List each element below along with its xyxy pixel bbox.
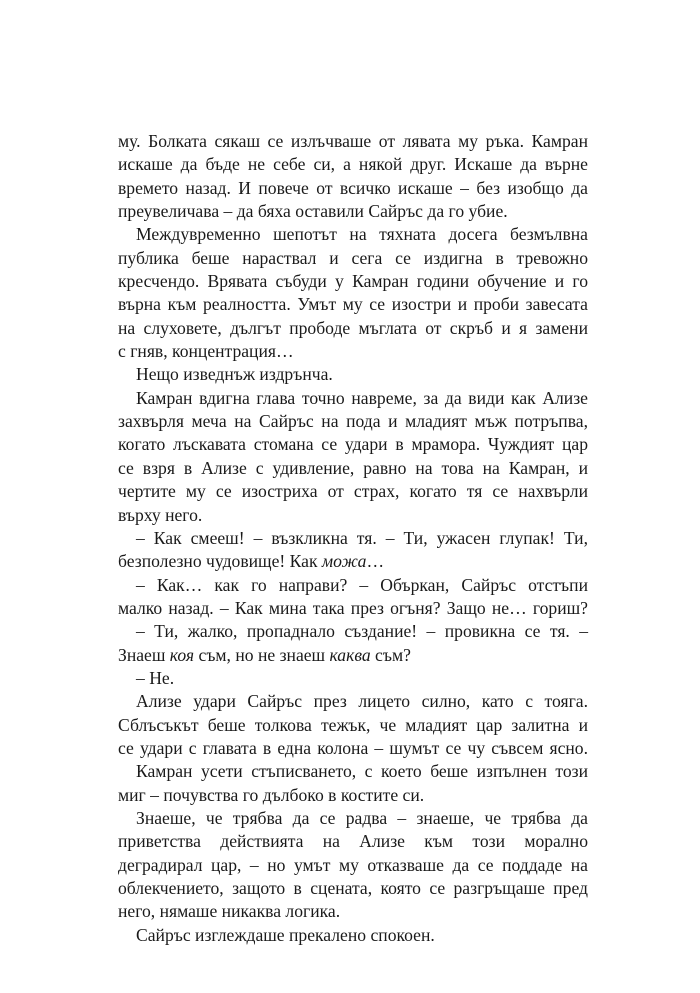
text-line: искаше да бъде не себе си, а някой друг. Искаше да върне [118,154,588,175]
italic-word: коя [169,644,195,665]
body-text [118,130,588,947]
text-line: деградирал цар, – но умът му отказваше да се поддаде на [118,854,588,875]
text-line: – Ти, жалко, пропаднало създание! – провикна се тя. – [136,621,588,642]
text-line: Сайръс изглеждаше прекалено спокоен. [136,924,435,945]
text-line: преувеличава – да бяха оставили Сайръс да го убие. [118,201,508,222]
text-line: него, нямаше никаква логика. [118,901,341,922]
text-line: Ализе удари Сайръс през лицето силно, като с тояга. [136,691,588,712]
text-line: се удари с главата в една колона – шумът се чу съвсем ясно. [118,737,588,758]
text-line: публика беше нараствал и сега се издигна в тревожно [118,247,588,268]
text-line: Сблъсъкът беше толкова тежък, че младият цар залитна и [118,714,588,735]
text-line: облекчението, защото в сцената, която се разгръщаше пред [118,878,588,898]
text-line: – Как… как го направи? – Объркан, Сайръс отстъпи [136,574,588,595]
italic-word: можа [321,551,367,572]
text-line: Междувременно шепотът на тяхната досега безмълвна [136,224,588,245]
text-line: – Как смееш! – възкликна тя. – Ти, ужасен глупак! Ти, [136,527,588,548]
text-line: кресчендо. Врявата събуди у Камран години обучение и го [118,271,588,292]
text-line: безполезно чудовище! Как можа… [118,551,385,572]
text-line: – Не. [136,667,175,688]
text-line: Камран вдигна глава точно навреме, за да види как Ализе [136,387,588,408]
text-line: Знаеш коя съм, но не знаеш каква съм? [118,644,411,665]
text-line: миг – почувства го дълбоко в костите си. [118,784,425,805]
text-line: когато лъскавата стомана се удари в мрамора. Чуждият цар [118,434,588,455]
text-line: чертите му се изостриха от страх, когато тя се нахвърли [118,481,588,502]
text-line: му. Болката сякаш се излъчваше от лявата му ръка. Камран [118,131,588,151]
text-line: захвърля меча на Сайръс на пода и младият мъж потръпва, [118,411,588,432]
text-line: малко назад. – Как мина така през огъня? Защо не… гориш? [118,597,588,618]
italic-word: каква [329,644,371,665]
text-line: на слуховете, дългът прободе мъглата от скръб и я замени [118,317,588,338]
text-line: времето назад. И повече от всичко искаше – без изобщо да [118,177,588,198]
text-line: Камран усети стъписването, с което беше изпълнен този [136,761,588,782]
text-line: с гняв, концентрация… [118,341,294,362]
text-line: върху него. [118,504,203,525]
text-line: върна към реалността. Умът му се изостри и проби завесата [118,294,588,315]
text-line: Знаеше, че трябва да се радва – знаеше, че трябва да [136,807,588,828]
text-line: се взря в Ализе с удивление, равно на това на Камран, и [118,457,588,478]
text-line: Нещо изведнъж издрънча. [136,364,333,385]
text-line: приветства действията на Ализе към този морално [118,831,588,852]
